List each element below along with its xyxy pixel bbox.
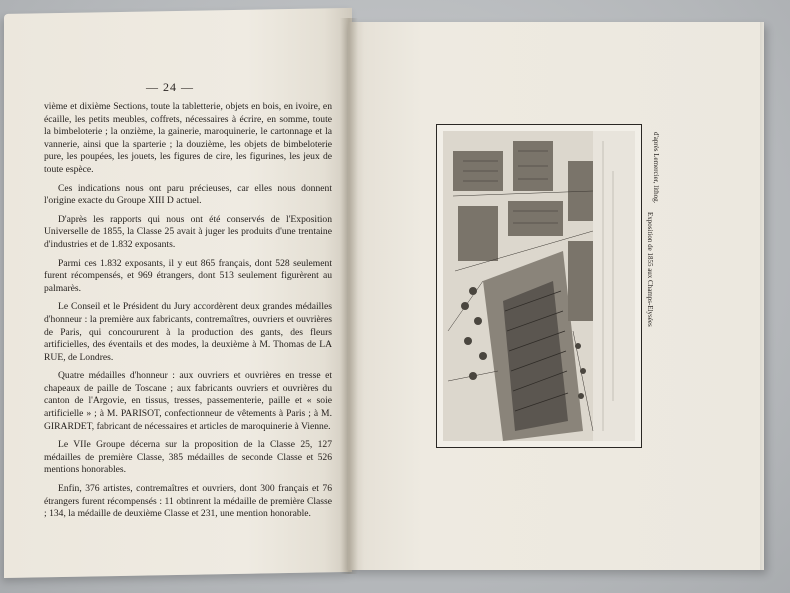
lithograph-image <box>443 131 635 441</box>
paragraph-7: Le VIIe Groupe décerna sur la proposition de la Classe 25, 127 médailles de première Classe, 385 médailles de seconde Classe et 526 mentions honorables. <box>44 439 332 476</box>
paragraph-8: Enfin, 376 artistes, contremaîtres et ouvriers, dont 300 français et 76 étrangers furent récompensés : 11 obtinrent la médaille de première Classe ; 134, la médaille de deuxième Classe et 231, une mention honorable. <box>44 483 332 520</box>
plate-caption <box>646 132 662 442</box>
paragraph-3: D'après les rapports qui nous ont été conservés de l'Exposition Universelle de 1855, la Classe 25 avait à juger les produits d'une trentaine d'industries et de 1.832 exposants. <box>44 213 332 250</box>
illustration-plate <box>436 124 642 448</box>
plate-credit: d'après Lemercier, lithog. <box>652 132 660 204</box>
page-edge-shadow <box>760 22 766 570</box>
paragraph-5: Le Conseil et le Président du Jury accordèrent deux grandes médailles d'honneur : la première aux fabricants, contremaîtres, ouvriers et ouvrières de Paris, qui concoururent à la production des gants, des fleurs artificielles, des éventails et des modes, la deuxième à M. Thomas de LA RUE, de Londres. <box>44 301 332 363</box>
paragraph-6: Quatre médailles d'honneur : aux ouvriers et ouvrières en tresse et chapeaux de paille de Toscane ; aux fabricants ouvriers et ouvrières du canton de l'Argovie, en tissus, tresses, passementerie, paille et « soie artificielle » ; à M. PARISOT, confectionneur de vêtements à Paris ; à M. GIRARDET, fabricant de nécessaires et articles de maroquinerie à Vienne. <box>44 370 332 432</box>
paragraph-1: vième et dixième Sections, toute la tabletterie, objets en bois, en ivoire, en écaille, les petits meubles, coffrets, nécessaires à écrire, en somme, toute la bimbeloterie ; la onzième, la gainerie, maroquinerie, le cartonnage et la vannerie, ainsi que la sparterie ; la douzième, les objets de bimbeloterie pure, les poupées, les jouets, les figures de cire, les figurines, les jeux de toute espèce. <box>44 101 332 175</box>
paragraph-4: Parmi ces 1.832 exposants, il y eut 865 français, dont 528 seulement furent récompensés, et 969 étrangers, dont 513 seulement figurèrent au palmarès. <box>44 257 332 294</box>
paragraph-2: Ces indications nous ont paru précieuses, car elles nous donnent l'origine exacte du Groupe XIII D actuel. <box>44 182 332 207</box>
book-spine <box>340 18 358 574</box>
plate-title: Exposition de 1855 aux Champs-Elysées <box>646 212 654 327</box>
page-number: — 24 — <box>146 80 194 94</box>
page-text <box>44 101 332 527</box>
